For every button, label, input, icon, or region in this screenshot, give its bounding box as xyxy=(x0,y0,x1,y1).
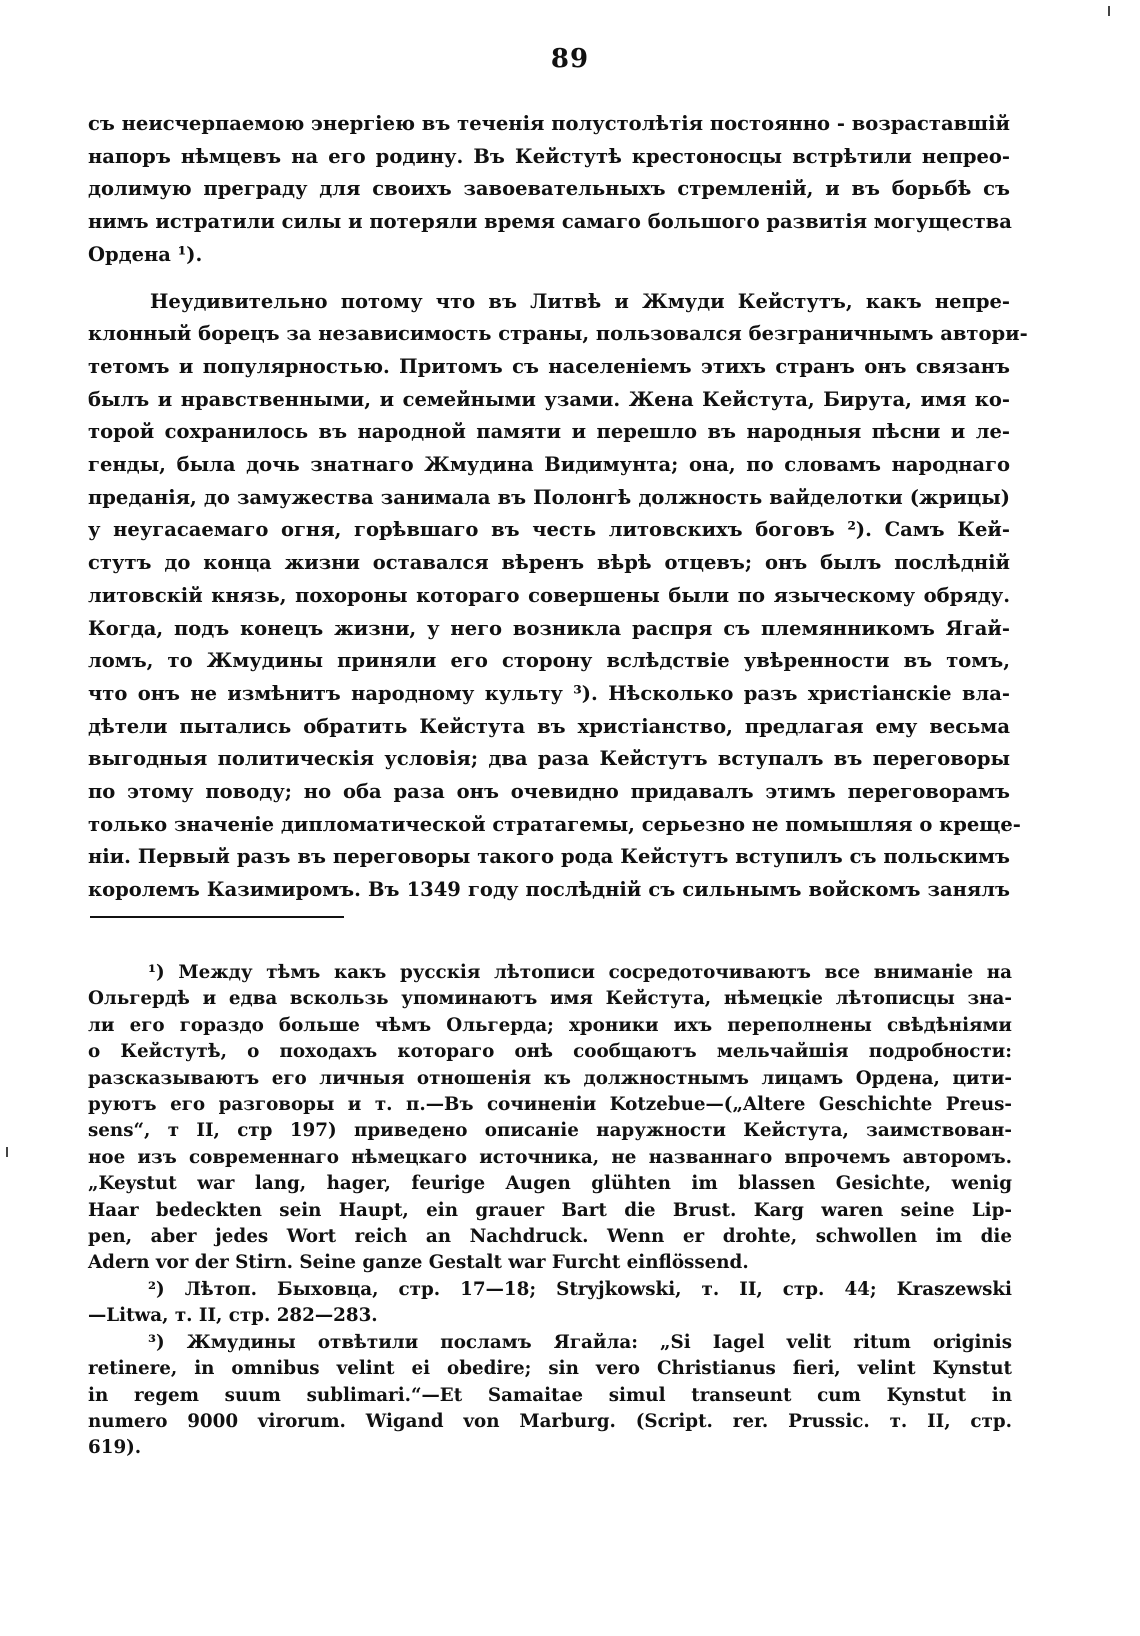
paragraph-2 xyxy=(88,286,1028,907)
text-line: numero 9000 virorum. Wigand von Marburg. (Script. rer. Prussic. т. II, стр. xyxy=(88,1410,1012,1432)
text-line: выгодныя политическія условія; два раза Кейстутъ вступалъ въ переговоры xyxy=(88,747,1010,771)
text-line: что онъ не измѣнитъ народному культу ³). Нѣсколько разъ христіанскіе вла- xyxy=(88,681,1010,705)
text-line: Adern vor der Stirn. Seine ganze Gestalt war Furcht einflössend. xyxy=(88,1252,749,1274)
text-line: стутъ до конца жизни оставался вѣренъ вѣрѣ отцевъ; онъ былъ послѣдній xyxy=(88,551,1010,575)
text-line: „Keystut war lang, hager, feurige Augen glühten im blassen Gesichte, wenig xyxy=(88,1173,1012,1195)
text-line: у неугасаемаго огня, горѣвшаго въ честь литовскихъ боговъ ²). Самъ Кей- xyxy=(88,518,1010,542)
text-line: по этому поводу; но оба раза онъ очевидно придавалъ этимъ переговорамъ xyxy=(88,780,1010,804)
paragraph-1 xyxy=(88,108,1010,272)
text-line: Haar bedeckten sein Haupt, ein grauer Bart die Brust. Karg waren seine Lip- xyxy=(88,1199,1012,1221)
text-line: былъ и нравственными, и семейными узами. Жена Кейстута, Бирута, имя ко- xyxy=(88,387,1010,411)
footnote-2 xyxy=(88,1277,1012,1330)
text-line: нимъ истратили силы и потеряли время самаго большого развитія могущества xyxy=(88,210,1012,234)
text-line: напоръ нѣмцевъ на его родину. Въ Кейстутѣ крестоносцы встрѣтили непрео- xyxy=(88,144,1010,168)
text-line: ³) Жмудины отвѣтили посламъ Ягайла: „Si Iagel velit ritum originis xyxy=(148,1331,1012,1353)
footnotes xyxy=(88,960,1012,1462)
text-line: клонный борецъ за независимость страны, пользовался безграничнымъ автори- xyxy=(88,322,1028,346)
text-line: Ордена ¹). xyxy=(88,242,203,266)
text-line: ¹) Между тѣмъ какъ русскія лѣтописи сосредоточиваютъ все вниманіе на xyxy=(148,962,1012,983)
text-line: ломъ, то Жмудины приняли его сторону вслѣдствіе увѣренности въ томъ, xyxy=(88,649,1010,673)
text-line: торой сохранилось въ народной памяти и перешло въ народныя пѣсни и ле- xyxy=(88,420,1010,444)
page-number: 89 xyxy=(550,44,590,74)
scan-mark-top xyxy=(1108,6,1110,16)
text-line: разсказываютъ его личныя отношенія къ должностнымъ лицамъ Ордена, цити- xyxy=(88,1067,1012,1089)
text-line: in regem suum sublimari.“—Et Samaitae simul transeunt cum Kynstut in xyxy=(88,1384,1012,1406)
text-line: литовскій князь, похороны котораго совершены были по языческому обряду. xyxy=(88,583,1010,607)
text-line: Когда, подъ конецъ жизни, у него возникла распря съ племянникомъ Ягай- xyxy=(88,616,1010,640)
footnote-3 xyxy=(88,1330,1012,1462)
text-line: 619). xyxy=(88,1437,142,1459)
text-line: генды, была дочь знатнаго Жмудина Видимунта; она, по словамъ народнаго xyxy=(88,453,1010,477)
text-line: —Litwa, т. II, стр. 282—283. xyxy=(88,1305,378,1327)
text-line: о Кейстутѣ, о походахъ котораго онѣ сообщаютъ мельчайшія подробности: xyxy=(88,1041,1012,1063)
text-line: ли его гораздо больше чѣмъ Ольгерда; хроники ихъ переполнены свѣдѣніями xyxy=(88,1014,1012,1036)
text-line: ное изъ современнаго нѣмецкаго источника, не названнаго впрочемъ авторомъ. xyxy=(88,1146,1012,1168)
scan-mark-left xyxy=(6,1147,8,1157)
text-line: retinere, in omnibus velint ei obedire; sin vero Christianus fieri, velint Kynstut xyxy=(88,1358,1012,1380)
text-line: pen, aber jedes Wort reich an Nachdruck. Wenn er drohte, schwollen im die xyxy=(88,1226,1012,1248)
text-line: sens“, т II, стр 197) приведено описаніе наружности Кейстута, заимствован- xyxy=(88,1120,1012,1142)
text-line: съ неисчерпаемою энергіею въ теченія полустолѣтія постоянно - возраставшій xyxy=(88,112,1010,135)
main-text xyxy=(88,108,1028,907)
text-line: Ольгердѣ и едва вскользь упоминаютъ имя Кейстута, нѣмецкіе лѣтописцы зна- xyxy=(88,988,1012,1010)
text-line: преданія, до замужества занимала въ Полонгѣ должность вайделотки (жрицы) xyxy=(88,485,1010,509)
text-line: ніи. Первый разъ въ переговоры такого рода Кейстутъ вступилъ съ польскимъ xyxy=(88,845,1010,869)
text-line: Неудивительно потому что въ Литвѣ и Жмуди Кейстутъ, какъ непре- xyxy=(150,289,1010,313)
footnote-divider xyxy=(90,916,344,918)
text-line: королемъ Казимиромъ. Въ 1349 году послѣдній съ сильнымъ войскомъ занялъ xyxy=(88,878,1010,902)
text-line: только значеніе дипломатической стратагемы, серьезно не помышляя о креще- xyxy=(88,812,1021,836)
text-line: дѣтели пытались обратить Кейстута въ христіанство, предлагая ему весьма xyxy=(88,714,1010,738)
text-line: руютъ его разговоры и т. п.—Въ сочиненіи Kotzebue—(„Altere Geschichte Preus- xyxy=(88,1094,1012,1116)
text-line: долимую преграду для своихъ завоевательныхъ стремленій, и въ борьбѣ съ xyxy=(88,177,1010,201)
footnote-1 xyxy=(88,960,1012,1277)
text-line: тетомъ и популярностью. Притомъ съ населеніемъ этихъ странъ онъ связанъ xyxy=(88,354,1010,378)
text-line: ²) Лѣтоп. Быховца, стр. 17—18; Stryjkowski, т. II, стр. 44; Kraszewski xyxy=(148,1278,1012,1300)
